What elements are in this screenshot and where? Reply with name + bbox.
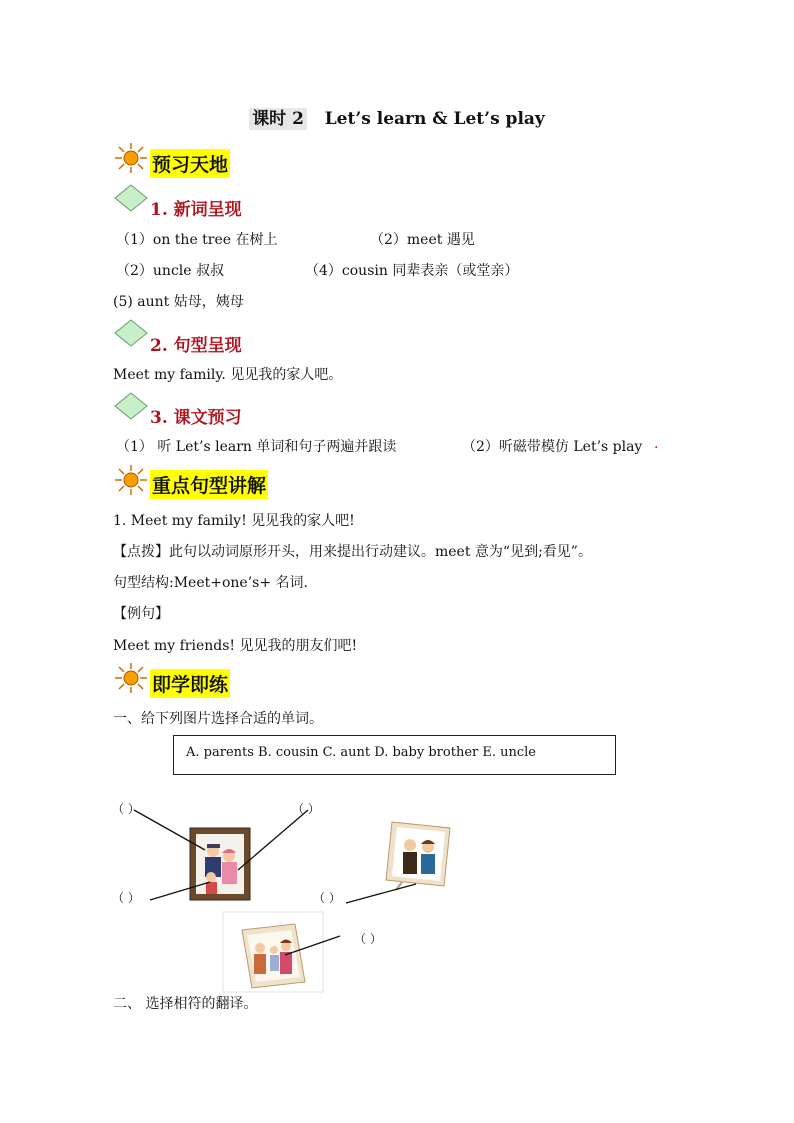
diamond-icon xyxy=(113,391,149,421)
pattern-sentence: Meet my family. 见见我的家人吧。 xyxy=(113,367,343,383)
vocab-item: （4）cousin 同辈表亲（或堂亲） xyxy=(305,263,519,279)
diamond-icon xyxy=(113,183,149,213)
family-photo-icon xyxy=(223,912,323,992)
vocab-item: （1）on the tree 在树上 xyxy=(116,232,278,248)
key-line: 【点拨】此句以动词原形开头，用来提出行动建议。meet 意为“见到;看见”。 xyxy=(113,544,592,560)
sun-icon xyxy=(113,142,149,174)
key-line: Meet my friends! 见见我的朋友们吧! xyxy=(113,638,358,654)
vocab-item: (5) aunt 姑母，姨母 xyxy=(113,294,244,310)
answer-blank[interactable]: （ ） xyxy=(112,891,140,905)
section-key-heading: 重点句型讲解 xyxy=(150,470,268,499)
part3-heading: 3. 课文预习 xyxy=(150,408,242,428)
preview-task: （2）听磁带模仿 Let’s play xyxy=(462,439,643,455)
section-practice-heading: 即学即练 xyxy=(150,669,230,698)
exercise-pictures xyxy=(110,790,470,995)
key-line: 1. Meet my family! 见见我的家人吧! xyxy=(113,513,355,529)
trailing-dot: . xyxy=(654,436,659,452)
page-title xyxy=(0,104,794,129)
vocab-item: （2）uncle 叔叔 xyxy=(116,263,224,279)
family-photo-icon xyxy=(190,828,250,900)
options-box xyxy=(173,735,616,775)
answer-blank[interactable]: （ ） xyxy=(313,891,341,905)
vocab-item: （2）meet 遇见 xyxy=(370,232,475,248)
section-preview-heading: 预习天地 xyxy=(150,149,230,178)
answer-blank[interactable]: （ ） xyxy=(112,802,140,816)
preview-task: （1） 听 Let’s learn 单词和句子两遍并跟读 xyxy=(116,439,397,455)
exercise-question: 一、给下列图片选择合适的单词。 xyxy=(113,711,323,727)
key-line: 句型结构:Meet+one’s+ 名词. xyxy=(113,575,308,591)
sun-icon xyxy=(113,464,149,496)
answer-blank[interactable]: （ ） xyxy=(354,932,382,946)
exercise-question: 二、 选择相符的翻译。 xyxy=(113,996,258,1012)
part1-heading: 1. 新词呈现 xyxy=(150,200,242,220)
diamond-icon xyxy=(113,318,149,348)
lesson-title: Let’s learn & Let’s play xyxy=(324,109,545,129)
couple-photo-icon xyxy=(386,822,450,890)
key-line: 【例句】 xyxy=(113,606,169,622)
options-text: A. parents B. cousin C. aunt D. baby brother E. uncle xyxy=(186,745,536,760)
answer-blank[interactable]: （ ） xyxy=(292,802,320,816)
lesson-label: 课时 2 xyxy=(249,108,307,130)
part2-heading: 2. 句型呈现 xyxy=(150,336,242,356)
sun-icon xyxy=(113,662,149,694)
